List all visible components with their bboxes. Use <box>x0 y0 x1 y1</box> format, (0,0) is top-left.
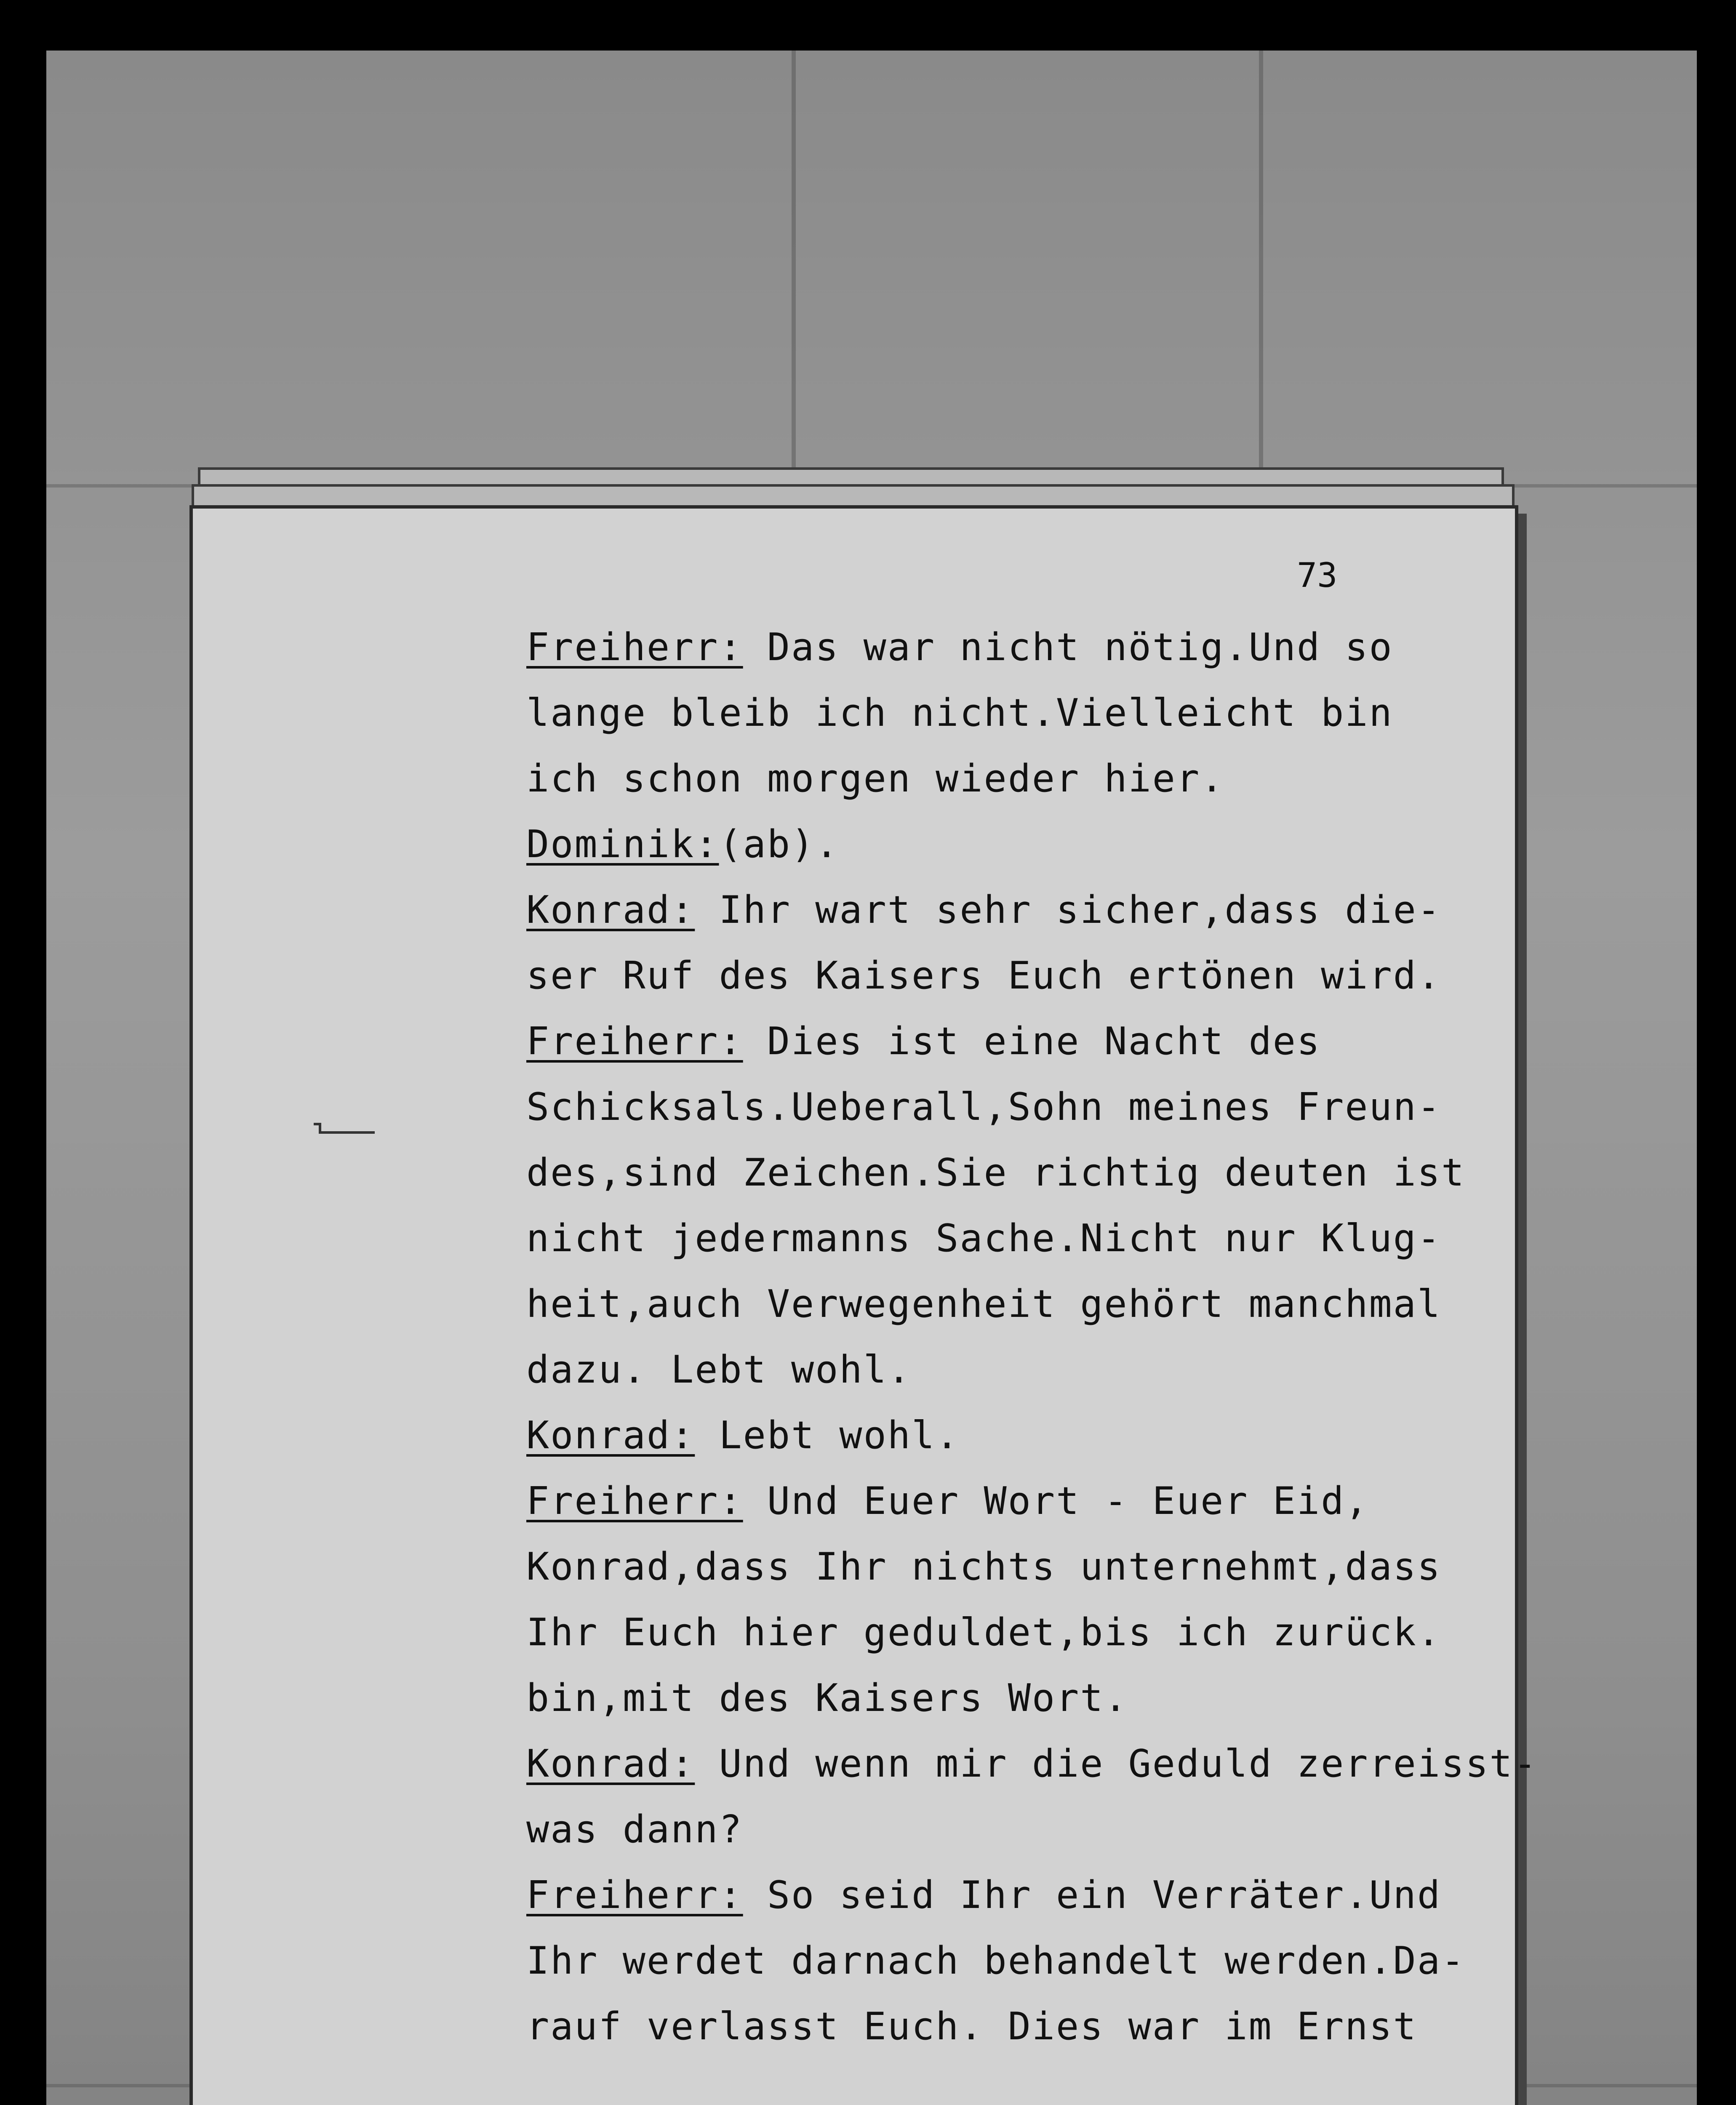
line-text: dazu. Lebt wohl. <box>526 1348 912 1392</box>
page-number: 73 <box>1297 556 1338 595</box>
speaker-name: Konrad: <box>526 1742 695 1786</box>
line-text: ich schon morgen wieder hier. <box>526 757 1225 801</box>
line-text: des,sind Zeichen.Sie richtig deuten ist <box>526 1151 1466 1195</box>
text-line <box>526 746 1432 812</box>
text-line <box>526 1140 1466 1206</box>
text-line <box>526 1994 1432 2060</box>
line-text: ser Ruf des Kaisers Euch ertönen wird. <box>526 954 1442 998</box>
line-text: nicht jedermanns Sache.Nicht nur Klug- <box>526 1216 1442 1260</box>
text-line <box>526 1074 1442 1140</box>
text-line <box>526 615 1432 680</box>
speaker-name: Dominik: <box>526 822 719 866</box>
speaker-name: Freiherr: <box>526 1873 743 1917</box>
text-line <box>526 680 1432 746</box>
text-line <box>526 1403 1432 1468</box>
text-line <box>526 1600 1442 1665</box>
text-line <box>526 1468 1432 1534</box>
text-line <box>526 1797 1432 1863</box>
text-line <box>526 1928 1466 1994</box>
text-line <box>526 1009 1432 1074</box>
line-text: So seid Ihr ein Verräter.Und <box>743 1873 1442 1917</box>
line-text: bin,mit des Kaisers Wort. <box>526 1676 1128 1720</box>
speaker-name: Konrad: <box>526 1413 695 1458</box>
text-line <box>526 877 1442 943</box>
line-text: rauf verlasst Euch. Dies war im Ernst <box>526 2004 1417 2049</box>
line-text: Konrad,dass Ihr nichts unternehmt,dass <box>526 1545 1442 1589</box>
text-line <box>526 1206 1442 1271</box>
typed-text-block <box>526 615 1538 2060</box>
line-text: Und wenn mir die Geduld zerreisst- <box>695 1742 1538 1786</box>
speaker-name: Freiherr: <box>526 1479 743 1523</box>
line-text: (ab). <box>719 822 840 866</box>
text-line <box>526 1731 1538 1797</box>
text-line <box>526 1337 1432 1403</box>
line-text: heit,auch Verwegenheit gehört manchmal <box>526 1282 1442 1326</box>
line-text: Schicksals.Ueberall,Sohn meines Freun- <box>526 1085 1442 1129</box>
speaker-name: Konrad: <box>526 888 695 932</box>
line-text: Ihr wart sehr sicher,dass die- <box>695 888 1442 932</box>
text-line <box>526 1534 1442 1600</box>
text-line <box>526 1863 1442 1928</box>
line-text: Ihr Euch hier geduldet,bis ich zurück. <box>526 1610 1442 1655</box>
line-text: Lebt wohl. <box>695 1413 960 1458</box>
text-line <box>526 943 1442 1009</box>
speaker-name: Freiherr: <box>526 1019 743 1063</box>
text-line <box>526 1271 1442 1337</box>
text-line <box>526 812 1432 877</box>
line-text: lange bleib ich nicht.Vielleicht bin <box>526 691 1393 735</box>
speaker-name: Freiherr: <box>526 625 743 669</box>
pen-mark-icon <box>312 1120 379 1137</box>
line-text: Ihr werdet darnach behandelt werden.Da- <box>526 1939 1466 1983</box>
text-line <box>526 1665 1432 1731</box>
line-text: was dann? <box>526 1807 743 1852</box>
line-text: Und Euer Wort - Euer Eid, <box>743 1479 1369 1523</box>
line-text: Das war nicht nötig.Und so <box>743 625 1393 669</box>
line-text: Dies ist eine Nacht des <box>743 1019 1321 1063</box>
